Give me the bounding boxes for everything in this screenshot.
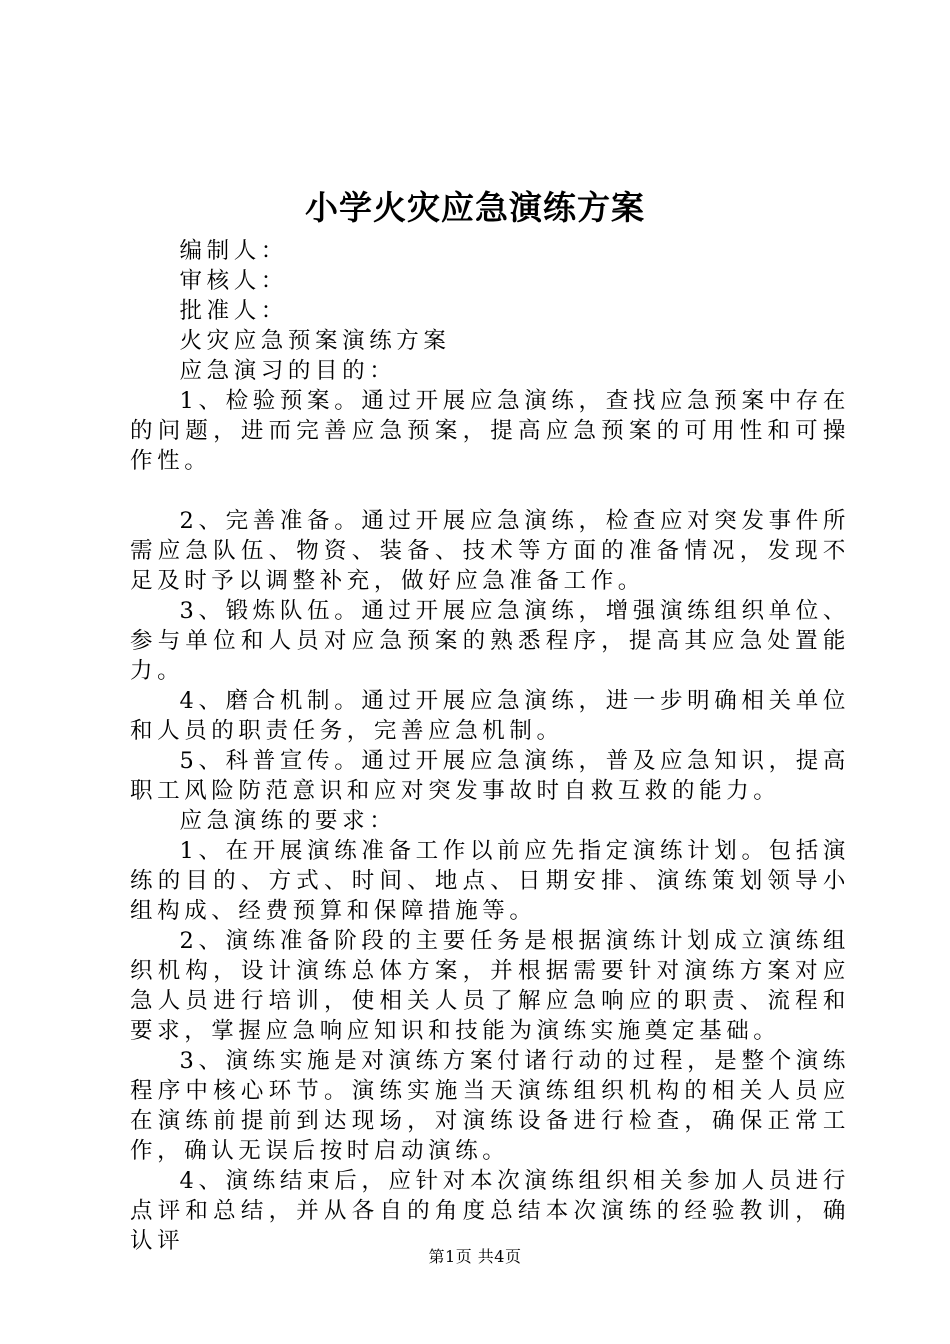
requirement-item-4: 4、演练结束后，应针对本次演练组织相关参加人员进行点评和总结，并从各自的角度总结本次演练的经验教训，确认评: [130, 1168, 850, 1254]
purpose-item-5: 5、科普宣传。通过开展应急演练，普及应急知识，提高职工风险防范意识和应对突发事故时自救互救的能力。: [130, 748, 850, 804]
document-title: 小学火灾应急演练方案: [305, 188, 645, 227]
compiler-line: 编制人：: [179, 238, 288, 264]
requirement-item-2: 2、演练准备阶段的主要任务是根据演练计划成立演练组织机构，设计演练总体方案，并根据需要针对演练方案对应急人员进行培训，使相关人员了解应急响应的职责、流程和要求，掌握应急响应知识和技能为演练实施奠定基础。: [130, 928, 850, 1044]
purpose-item-3: 3、锻炼队伍。通过开展应急演练，增强演练组织单位、参与单位和人员对应急预案的熟悉程序，提高其应急处置能力。: [130, 598, 850, 684]
approver-line: 批准人：: [179, 298, 288, 324]
requirements-heading: 应急演练的要求：: [179, 808, 397, 834]
page-number-footer: 第1页 共4页: [428, 1247, 522, 1266]
purpose-item-1: 1、检验预案。通过开展应急演练，查找应急预案中存在的问题，进而完善应急预案，提高应急预案的可用性和可操作性。: [130, 388, 850, 474]
document-subtitle: 火灾应急预案演练方案: [179, 328, 451, 354]
purpose-heading: 应急演习的目的：: [179, 358, 397, 384]
requirement-item-1: 1、在开展演练准备工作以前应先指定演练计划。包括演练的目的、方式、时间、地点、日期安排、演练策划领导小组构成、经费预算和保障措施等。: [130, 838, 850, 924]
purpose-item-4: 4、磨合机制。通过开展应急演练，进一步明确相关单位和人员的职责任务，完善应急机制。: [130, 688, 850, 744]
reviewer-line: 审核人：: [179, 268, 288, 294]
requirement-item-3: 3、演练实施是对演练方案付诸行动的过程，是整个演练程序中核心环节。演练实施当天演练组织机构的相关人员应在演练前提前到达现场，对演练设备进行检查，确保正常工作，确认无误后按时启动演练。: [130, 1048, 850, 1164]
document-body: [130, 236, 850, 1256]
purpose-item-2: 2、完善准备。通过开展应急演练，检查应对突发事件所需应急队伍、物资、装备、技术等方面的准备情况，发现不足及时予以调整补充，做好应急准备工作。: [130, 508, 850, 594]
